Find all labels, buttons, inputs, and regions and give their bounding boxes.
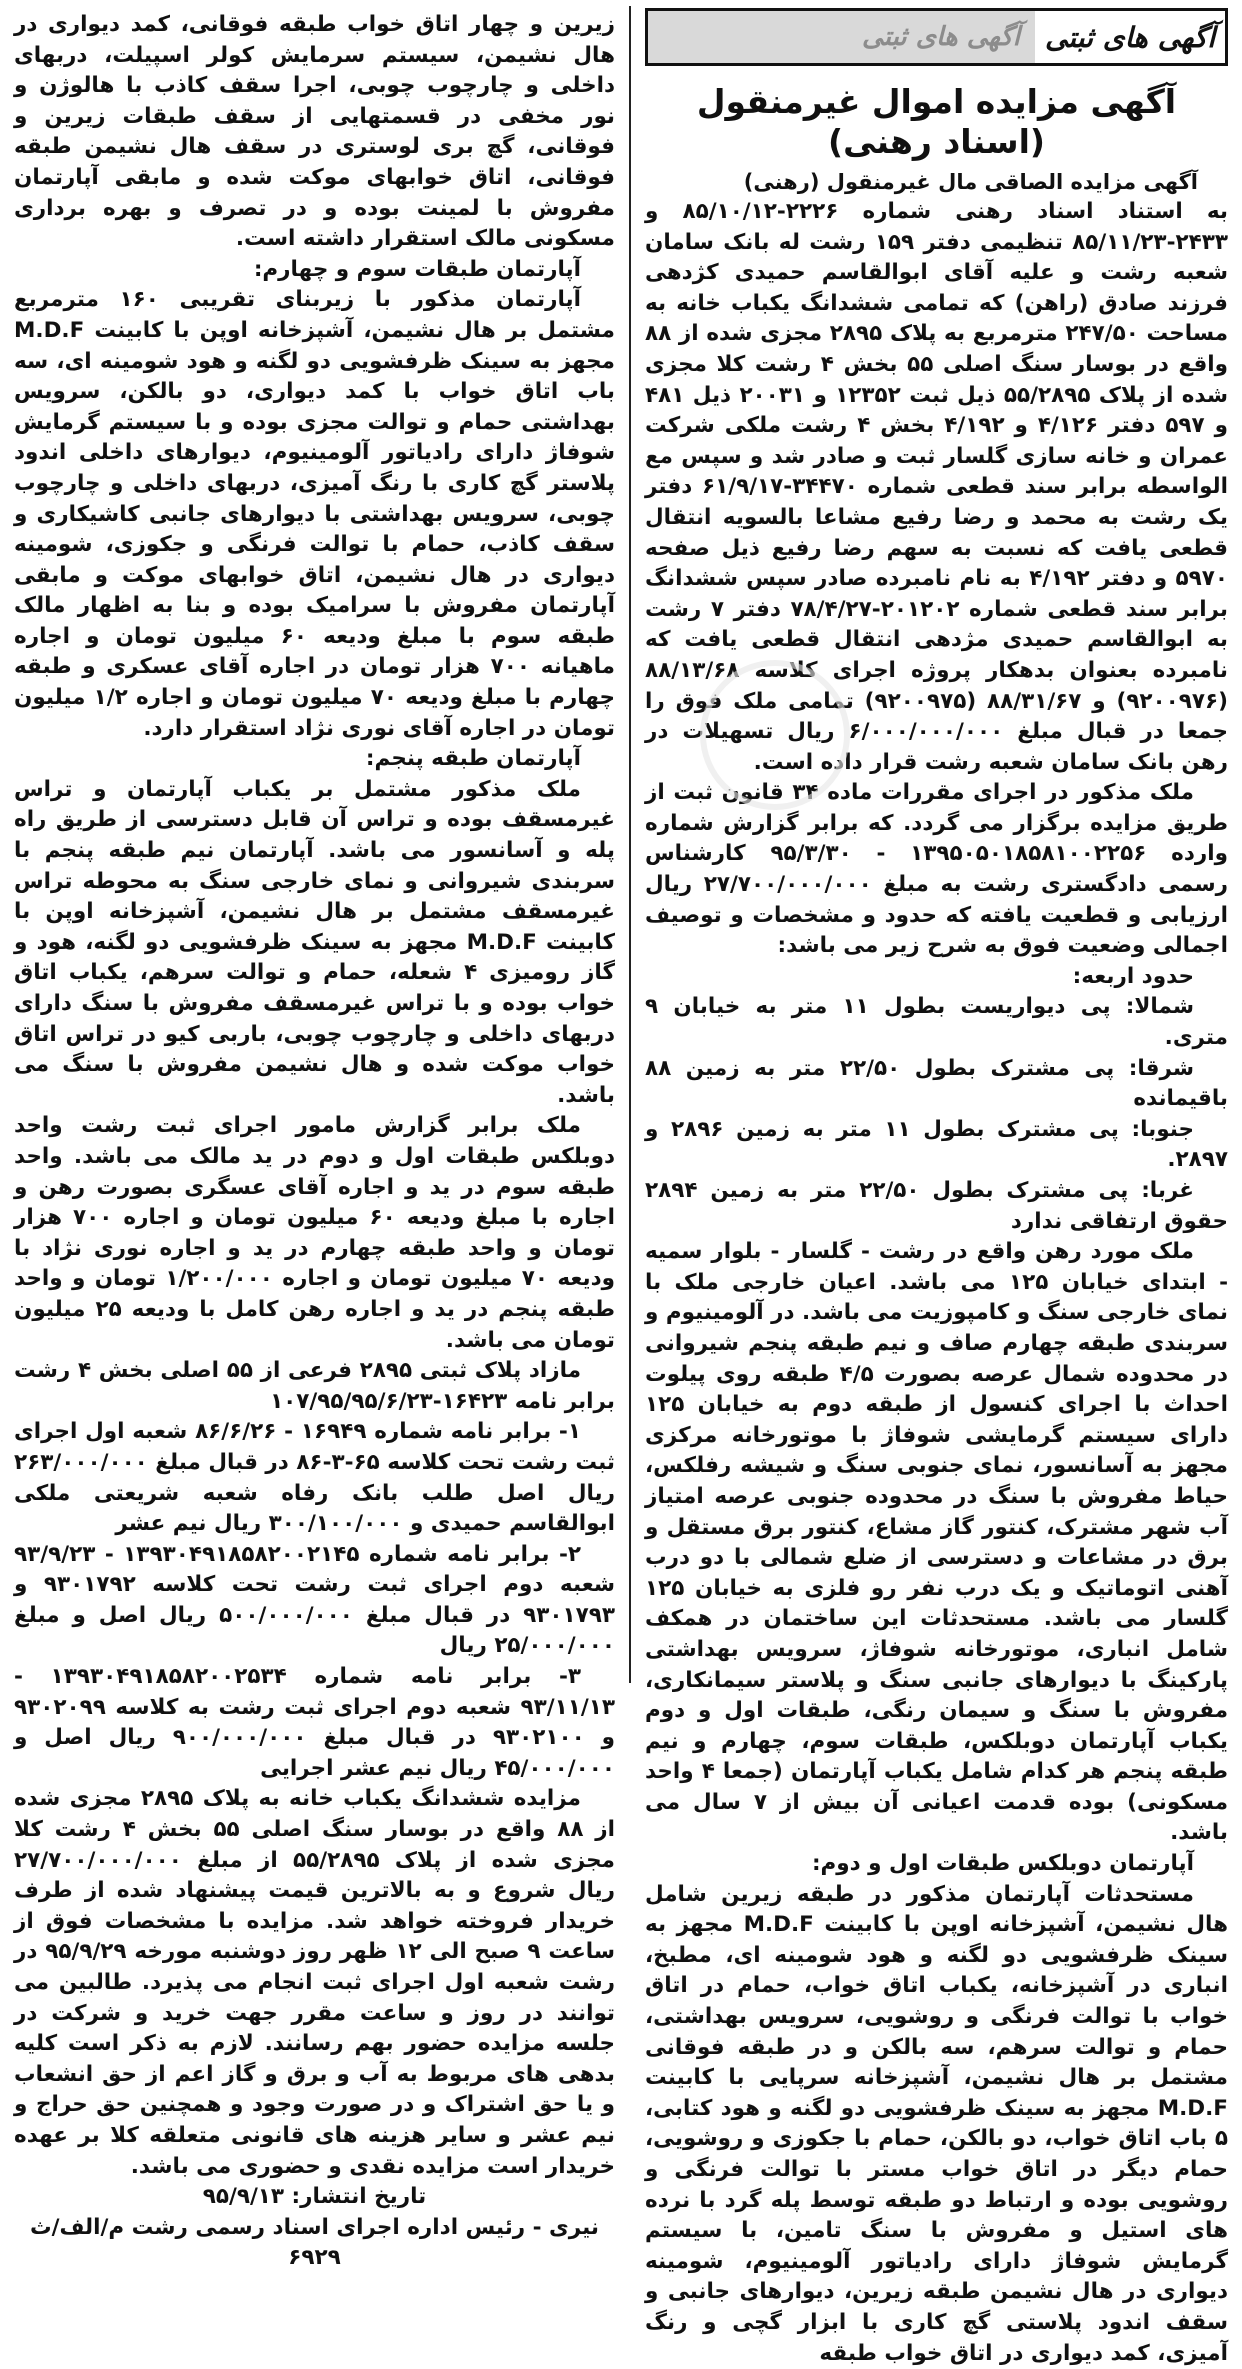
paragraph-duplex-continued: زیرین و چهار اتاق خواب طبقه فوقانی، کمد دیواری در هال نشیمن، سیستم سرمایش کولر اسپیلت، دربهای داخلی و چارچوب چوبی، اجرا سقف کاذب با هالوژن و نور مخفی در قسمتهایی از سقف طبقات زیرین و فوقانی، گچ بری لوستری در سقف هال نشیمن طبقه فوقانی، اتاق خوابهای موکت شده و مابقی آپارتمان مفروش با لمینت بوده و در تصرف و بهره برداری مسکونی مالک استقرار داشته است. <box>14 12 615 252</box>
bound-north: شمالا: پی دیواریست بطول ۱۱ متر به خیابان ۹ متری. <box>645 994 1228 1051</box>
paragraph-item-2: ۲- برابر نامه شماره ۱۳۹۳۰۴۹۱۸۵۸۲۰۰۲۱۴۵ - ۹۳/۹/۲۳ شعبه دوم اجرای ثبت رشت تحت کلاسه ۹۳۰۱۷۹۲ و ۹۳۰۱۷۹۳ در قبال مبلغ ۵۰۰/۰۰۰/۰۰۰ ریال اصل و مبلغ ۲۵/۰۰۰/۰۰۰ ریال <box>14 1541 616 1659</box>
paragraph-duplex: مستحدثات آپارتمان مذکور در طبقه زیرین شامل هال نشیمن، آشپزخانه اوپن با کابینت M.D.F مجهز به سینک ظرفشویی دو لگنه و هود شومینه ای، مطبخ، انباری در آشپزخانه، یکباب اتاق خواب، حمام در اتاق خواب با توالت فرنگی و روشویی، سرویس بهداشتی، حمام و توالت سرهم، سه بالکن و در طبقه فوقانی مشتمل بر هال نشیمن، آشپزخانه سرپایی با کابینت M.D.F مجهز به سینک ظرفشویی دو لگنه و هود کتابی، ۵ باب اتاق خواب، دو بالکن، حمام با جکوزی و روشویی، حمام دیگر در اتاق خواب مستر با توالت فرنگی و روشویی بوده و ارتباط دو طبقه توسط پله گرد با نرده های استیل و مفروش با سنگ تامین، با سیستم گرمایش شوفاژ دارای رادیاتور آلومینیوم، شومینه دیواری در هال نشیمن طبقه زیرین، دیوارهای جانبی و سقف اندود پلاستی گچ کاری با ابزار گچی و رنگ آمیزی، کمد دیواری در اتاق خواب طبقه <box>645 1881 1228 2366</box>
floor-5-heading: آپارتمان طبقه پنجم: <box>365 746 581 772</box>
bound-south: جنوبا: پی مشترک بطول ۱۱ متر به زمین ۲۸۹۶ و ۲۸۹۷. <box>645 1116 1228 1173</box>
column-divider <box>629 6 631 1683</box>
signature: نیری - رئیس اداره اجرای اسناد رسمی رشت م/الف/ث ۶۹۲۹ <box>30 2214 599 2271</box>
floors-3-4-heading: آپارتمان طبقات سوم و چهارم: <box>253 256 581 282</box>
section-title: آگهی های ثبتی <box>1035 11 1225 63</box>
watermark-seal <box>700 660 850 810</box>
right-column <box>635 0 1242 2366</box>
paragraph-floor-5: ملک مذکور مشتمل بر یکباب آپارتمان و تراس غیرمسقف بوده و تراس آن قابل دسترسی از طریق راه پله و آسانسور می باشد. آپارتمان نیم طبقه پنجم با سربندی شیروانی و نمای خارجی سنگ به محوطه تراس غیرمسقف مشتمل بر هال نشیمن، آشپزخانه اوپن با کابینت M.D.F مجهز به سینک ظرفشویی دو لگنه، هود و گاز رومیزی ۴ شعله، حمام و توالت سرهم، یکباب اتاق خواب بوده و با تراس غیرمسقف مفروش با سنگ دارای دربهای داخلی و چارچوب چوبی، باربی کیو در تراس اتاق خواب موکت شده و هال نشیمن مفروش با سنگ می باشد. <box>14 776 616 1108</box>
paragraph-location: ملک مورد رهن واقع در رشت - گلسار - بلوار سمیه - ابتدای خیابان ۱۲۵ می باشد. اعیان خارجی ملک با نمای خارجی سنگ و کامپوزیت می باشد. در آلومینیوم و سربندی طبقه چهارم صاف و نیم طبقه پنجم شیروانی در محدوده شمال عرصه بصورت ۴/۵ طبقه روی پیلوت احداث با اجرای کنسول از طبقه دوم به خیابان ۱۲۵ دارای سیستم گرمایشی شوفاژ با موتورخانه مرکزی مجهز به آسانسور، نمای جنوبی سنگ و شیشه رفلکس، حیاط مفروش با سنگ در محدوده جنوبی عرصه امتیاز آب شهر مشترک، کنتور گاز مشاع، کنتور برق مستقل و برق در مشاعات و دسترسی از ضلع شمالی با دو درب آهنی اتوماتیک و یک درب نفر رو فلزی به خیابان ۱۲۵ گلسار می باشد. مستحدثات این ساختمان در همکف شامل انباری، موتورخانه شوفاژ، سرویس بهداشتی پارکینگ با دیوارهای جانبی سنگ و پلاستر سیمانکاری، مفروش با سنگ و سیمان رنگی، طبقات اول و دوم یکباب آپارتمان دوبلکس، طبقات سوم، چهارم و نیم طبقه پنجم هر کدام شامل یکباب آپارتمان (جمعا ۴ واحد مسکونی) بوده قدمت اعیانی آن بیش از ۷ سال می باشد. <box>645 1239 1229 1846</box>
left-column <box>0 0 625 2271</box>
duplex-heading: آپارتمان دوبلکس طبقات اول و دوم: <box>811 1851 1194 1877</box>
bound-east: شرقا: پی مشترک بطول ۲۲/۵۰ متر به زمین ۸۸ باقیمانده <box>645 1055 1228 1112</box>
paragraph-item-1: ۱- برابر نامه شماره ۱۶۹۴۹ - ۸۶/۶/۲۶ شعبه اول اجرای ثبت رشت تحت کلاسه ۶۵-۳-۸۶ در قبال مبلغ ۲۶۳/۰۰۰/۰۰۰ ریال اصل طلب بانک رفاه شعبه شریعتی ملکی ابوالقاسم حمیدی و ۳۰۰/۱۰۰/۰۰۰ ریال نیم عشر <box>14 1419 615 1537</box>
notice-subtitle: آگهی مزایده الصاقی مال غیرمنقول (رهنی) <box>743 170 1198 194</box>
notice-title: آگهی مزایده اموال غیرمنقول (اسناد رهنی) <box>696 82 1177 161</box>
section-header <box>645 8 1228 66</box>
paragraph-surplus: مازاد پلاک ثبتی ۲۸۹۵ فرعی از ۵۵ اصلی بخش ۴ رشت برابر نامه ۱۶۴۲۳-۱۰۷/۹۵/۹۵/۶/۲۳ <box>14 1358 615 1414</box>
paragraph-valuation: ملک مذکور در اجرای مقررات ماده ۳۴ قانون ثبت از طریق مزایده برگزار می گردد. که برابر گزارش شماره وارده ۱۳۹۵۰۵۰۱۸۵۸۱۰۰۲۲۵۶ - ۹۵/۳/۳۰ کارشناس رسمی دادگستری رشت به مبلغ ۲۷/۷۰۰/۰۰۰/۰۰۰ ریال ارزیابی و قطعیت یافته که حدود و مشخصات و توصیف اجمالی وضعیت فوق به شرح زیر می باشد: <box>645 780 1228 959</box>
paragraph-item-3: ۳- برابر نامه شماره ۱۳۹۳۰۴۹۱۸۵۸۲۰۰۲۵۳۴ - ۹۳/۱۱/۱۳ شعبه دوم اجرای ثبت رشت به کلاسه ۹۳۰۲۰۹۹ و ۹۳۰۲۱۰۰ در قبال مبلغ ۹۰۰/۰۰۰/۰۰۰ ریال اصل و ۴۵/۰۰۰/۰۰۰ ریال نیم عشر اجرایی <box>14 1664 615 1781</box>
paragraph-mortgage: به استناد اسناد رهنی شماره ۲۲۲۶-۸۵/۱۰/۱۲ و ۲۴۳۳-۸۵/۱۱/۲۳ تنظیمی دفتر ۱۵۹ رشت له بانک سامان شعبه رشت و علیه آقای ابوالقاسم حمیدی کژدهی فرزند صادق (راهن) که تمامی ششدانگ یکباب خانه به مساحت ۲۴۷/۵۰ مترمربع به پلاک ۲۸۹۵ مجزی شده از ۸۸ واقع در بوسار سنگ اصلی ۵۵ بخش ۴ رشت کلا مجزی شده از پلاک ۵۵/۲۸۹۵ ذیل ثبت ۱۲۳۵۲ و ۲۰۰۳۱ ذیل ۴۸۱ و ۵۹۷ دفتر ۴/۱۲۶ و ۴/۱۹۲ بخش ۴ رشت ملکی شرکت عمران و خانه سازی گلسار ثبت و صادر شد و سپس مع الواسطه برابر سند قطعی شماره ۳۴۴۷۰-۶۱/۹/۱۷ دفتر یک رشت به محمد و رضا رفیع مشاعا بالسویه انتقال قطعی یافت که نسبت به سهم رضا رفیع ذیل صفحه ۵۹۷۰ و دفتر ۴/۱۹۲ به نام نامبرده صادر سپس ششدانگ برابر سند قطعی شماره ۲۰۱۲۰۲-۷۸/۴/۲۷ دفتر ۷ رشت به ابوالقاسم حمیدی مژدهی انتقال قطعی یافت که نامبرده بعنوان بدهکار پروژه اجرای کلاسه ۸۸/۱۳/۶۸ (۹۲۰۰۹۷۶) و ۸۸/۳۱/۶۷ (۹۲۰۰۹۷۵) تمامی ملک فوق را جمعا در قبال مبلغ ۶/۰۰۰/۰۰۰/۰۰۰ ریال تسهیلات در رهن بانک سامان شعبه رشت قرار داده است. <box>645 199 1229 775</box>
paragraph-auction-terms: مزایده ششدانگ یکباب خانه به پلاک ۲۸۹۵ مجزی شده از ۸۸ واقع در بوسار سنگ اصلی ۵۵ بخش ۴ رشت کلا مجزی شده از پلاک ۵۵/۲۸۹۵ از مبلغ ۲۷/۷۰۰/۰۰۰/۰۰۰ ریال شروع و به بالاترین قیمت پیشنهاد شده از طرف خریدار فروخته خواهد شد. مزایده با مشخصات فوق از ساعت ۹ صبح الی ۱۲ ظهر روز دوشنبه مورخه ۹۵/۹/۲۹ در رشت شعبه اول اجرای ثبت انجام می پذیرد. طالبین می توانند در روز و ساعت مقرر جهت خرید و شرکت در جلسه مزایده حضور بهم رسانند. لازم به ذکر است کلیه بدهی های مربوط به آب و برق و گاز اعم از حق انشعاب و یا حق اشتراک و در صورت وجود و همچنین حق حراج و نیم عشر و سایر هزینه های قانونی متعلقه کلا بر عهده خریدار است مزایده نقدی و حضوری می باشد. <box>14 1786 616 2179</box>
paragraph-floors-3-4: آپارتمان مذکور با زیربنای تقریبی ۱۶۰ مترمربع مشتمل بر هال نشیمن، آشپزخانه اوپن با کابینت M.D.F مجهز به سینک ظرفشویی دو لگنه و هود شومینه ای، سه باب اتاق خواب با کمد دیواری، دو بالکن، سرویس بهداشتی حمام و توالت مجزی بوده و با سیستم گرمایش شوفاژ دارای رادیاتور آلومینیوم، دیوارهای داخلی اندود پلاستر گچ کاری با رنگ آمیزی، دربهای داخلی و چارچوب چوبی، سرویس بهداشتی با دیوارهای جانبی کاشیکاری و سقف کاذب، حمام با توالت فرنگی و جکوزی، شومینه دیواری در هال نشیمن، اتاق خوابهای موکت و مابقی آپارتمان مفروش با سرامیک بوده و بنا به اظهار مالک طبقه سوم با مبلغ ودیعه ۶۰ میلیون تومان و اجاره ماهیانه ۷۰۰ هزار تومان در اجاره آقای عسکری و طبقه چهارم با مبلغ ودیعه ۷۰ میلیون تومان و اجاره ۱/۲ میلیون تومان در اجاره آقای نوری نژاد استقرار دارد. <box>14 287 615 741</box>
bound-west: غربا: پی مشترک بطول ۲۲/۵۰ متر به زمین ۲۸۹۴ حقوق ارتفاقی ندارد <box>645 1178 1228 1234</box>
bounds-heading: حدود اربعه: <box>1072 963 1194 989</box>
paragraph-occupancy: ملک برابر گزارش مامور اجرای ثبت رشت واحد دوبلکس طبقات اول و دوم در ید مالک می باشد. واحد طبقه سوم در ید و اجاره آقای عسگری بصورت رهن و اجاره با مبلغ ودیعه ۶۰ میلیون تومان و اجاره ۷۰۰ هزار تومان و واحد طبقه چهارم در ید و اجاره نوری نژاد با ودیعه ۷۰ میلیون تومان و اجاره ۱/۲۰۰/۰۰۰ تومان و واحد طبقه پنجم در ید و اجاره رهن کامل با ودیعه ۲۵ میلیون تومان می باشد. <box>14 1113 615 1353</box>
section-title-ghost: آگهی های ثبتی <box>862 22 1020 52</box>
publish-date: تاریخ انتشار: ۹۵/۹/۱۳ <box>202 2184 427 2210</box>
